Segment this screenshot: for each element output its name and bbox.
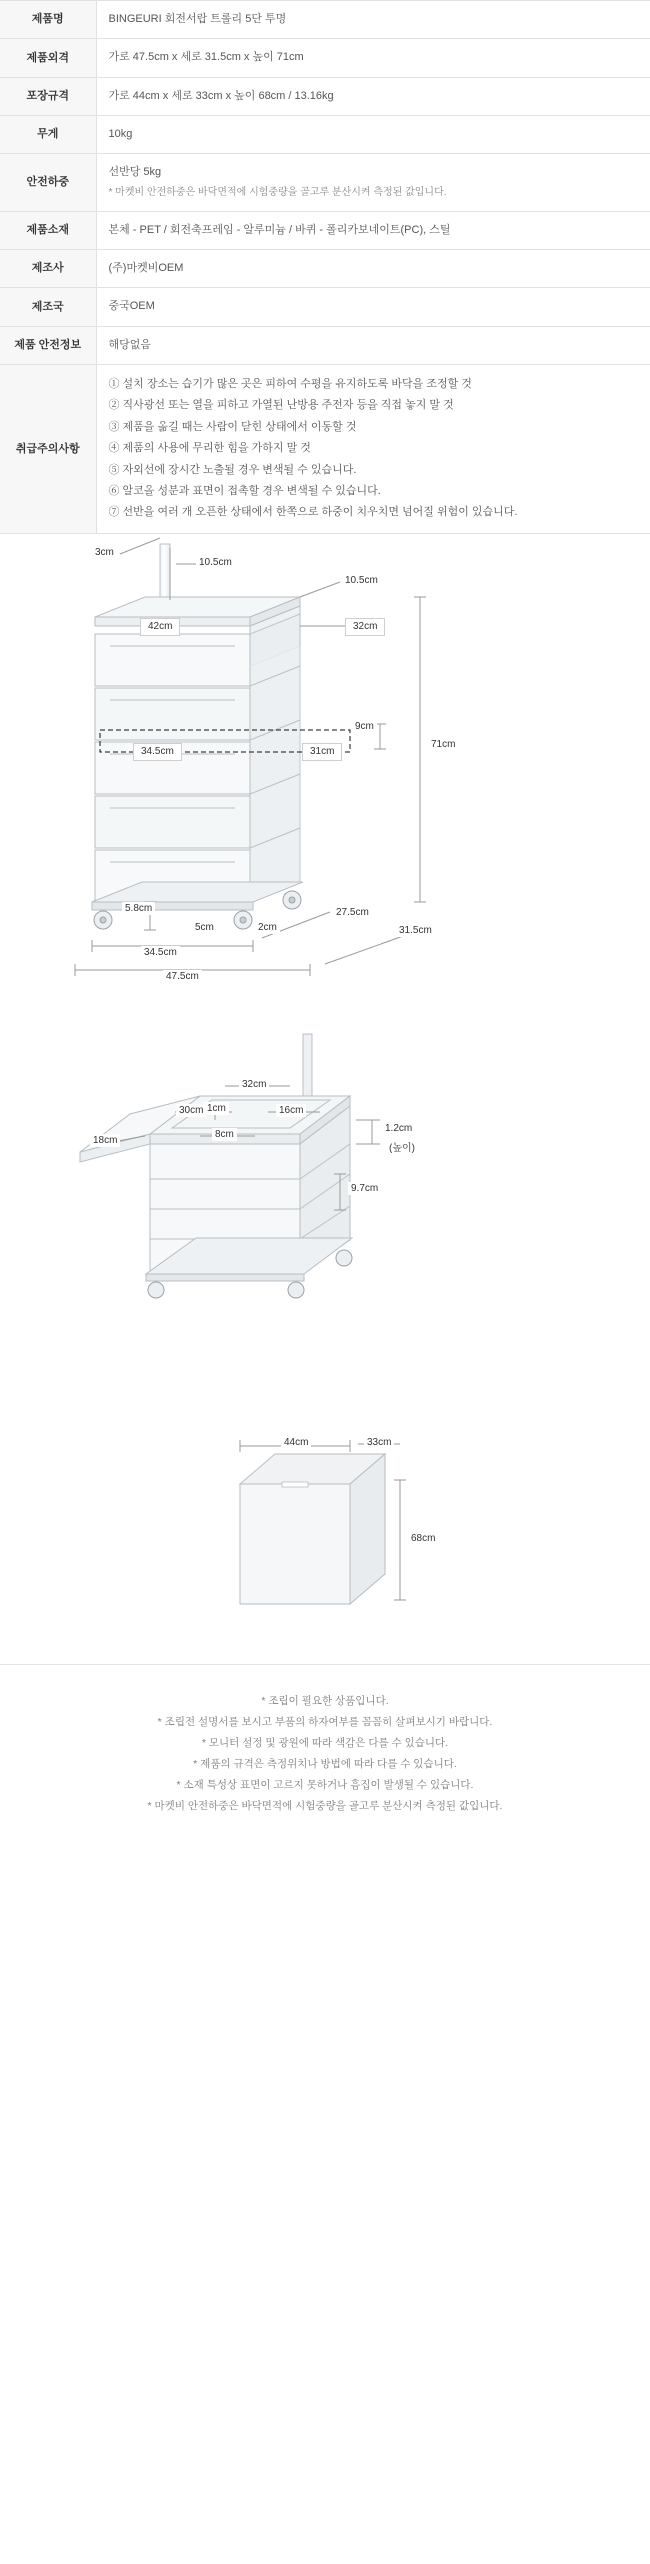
footer-note: * 소재 특성상 표면이 고르지 못하거나 흠집이 발생될 수 있습니다. [176, 1778, 474, 1791]
dim-outer-width: 47.5cm [163, 970, 202, 983]
spec-value: BINGEURI 회전서랍 트롤리 5단 투명 [108, 13, 287, 25]
dim-inner-right: 16cm [276, 1104, 306, 1117]
spec-value: 해당없음 [108, 338, 152, 351]
spec-label: 포장규격 [0, 77, 96, 115]
dim-drawer-depth: 31cm [302, 743, 342, 761]
dim-edge-height-note: (높이) [386, 1138, 418, 1155]
package-box-illustration [0, 1424, 650, 1664]
spec-label-caution: 취급주의사항 [0, 364, 96, 533]
package-box-diagram [0, 1424, 650, 1664]
section-spacer [0, 994, 650, 1024]
spec-label: 제품명 [0, 1, 96, 39]
dim-base-side: 27.5cm [333, 906, 372, 919]
dim-pole-width: 3cm [92, 546, 117, 559]
footer-note: * 제품의 규격은 측정위치나 방법에 따라 다를 수 있습니다. [193, 1757, 457, 1770]
footer-notes [0, 1664, 650, 1857]
caution-item: ① 설치 장소는 습기가 많은 곳은 피하여 수평을 유지하도록 바닥을 조정할 것 [108, 377, 472, 390]
dim-top-plate-width: 32cm [239, 1078, 269, 1091]
table-row [0, 115, 650, 153]
caution-item: ④ 제품의 사용에 무리한 힘을 가하지 말 것 [108, 442, 311, 455]
dim-inner-width: 30cm [176, 1104, 206, 1117]
dim-drawer-front-width: 34.5cm [133, 743, 182, 761]
dim-drawer-height: 9cm [352, 720, 377, 733]
dim-left-wing: 18cm [90, 1134, 120, 1147]
product-dimension-diagram-front [0, 534, 650, 994]
spec-value: 본체 - PET / 회전축프레임 - 알루미늄 / 바퀴 - 폴리카보네이트(PC), 스틸 [108, 223, 451, 236]
spec-value: 중국OEM [108, 300, 155, 313]
dim-base-right: 2cm [255, 921, 280, 934]
dim-top-depth: 10.5cm [342, 574, 381, 587]
caution-item: ③ 제품을 옮길 때는 사람이 닫힌 상태에서 이동할 것 [108, 420, 357, 433]
dim-outer-depth: 31.5cm [396, 924, 435, 937]
table-row [0, 288, 650, 326]
product-spec-table [0, 0, 650, 534]
spec-label: 제품 안전정보 [0, 326, 96, 364]
footer-note: * 조립전 설명서를 보시고 부품의 하자여부를 꼼꼼히 살펴보시기 바랍니다. [157, 1715, 493, 1728]
dim-top-width: 42cm [140, 618, 180, 636]
product-dimension-diagram-top [0, 1024, 650, 1424]
spec-value: 가로 47.5cm x 세로 31.5cm x 높이 71cm [108, 51, 304, 64]
dim-box-depth: 33cm [364, 1436, 394, 1449]
spec-label: 제조사 [0, 250, 96, 288]
dim-total-height: 71cm [428, 738, 458, 751]
trolley-top-detail-illustration [0, 1024, 650, 1424]
spec-label: 제품소재 [0, 211, 96, 249]
spec-label: 제품외격 [0, 39, 96, 77]
table-row [0, 250, 650, 288]
dim-top-right: 32cm [345, 618, 385, 636]
dim-edge-height: 1.2cm [382, 1122, 415, 1135]
caution-item: ⑦ 선반을 여러 개 오픈한 상태에서 한쪽으로 하중이 치우치면 넘어질 위험이 있습니다. [108, 506, 518, 519]
safety-load-note: * 마켓비 안전하중은 바닥면적에 시험중량을 골고루 분산시켜 측정된 값입니다. [108, 187, 447, 199]
safety-load-value: 선반당 5kg [108, 166, 162, 178]
spec-label: 제조국 [0, 288, 96, 326]
table-row-caution [0, 364, 650, 533]
table-row [0, 77, 650, 115]
table-row [0, 211, 650, 249]
table-row [0, 154, 650, 212]
dim-caster-height: 5.8cm [122, 902, 155, 915]
dim-base-front: 34.5cm [141, 946, 180, 959]
spec-label: 무게 [0, 115, 96, 153]
dim-shelf-gap: 9.7cm [348, 1182, 381, 1195]
spec-label: 안전하중 [0, 154, 96, 212]
dim-inner-depth: 8cm [212, 1128, 237, 1141]
spec-value: 가로 44cm x 세로 33cm x 높이 68cm / 13.16kg [108, 89, 334, 102]
footer-note: * 조립이 필요한 상품입니다. [261, 1694, 389, 1707]
table-row [0, 326, 650, 364]
footer-note: * 마켓비 안전하중은 바닥면적에 시험중량을 골고루 분산시켜 측정된 값입니다. [147, 1799, 503, 1812]
trolley-front-illustration [0, 534, 650, 994]
caution-item: ⑤ 자외선에 장시간 노출될 경우 변색될 수 있습니다. [108, 463, 357, 476]
dim-pole-height: 10.5cm [196, 556, 235, 569]
table-row [0, 39, 650, 77]
dim-base-left: 5cm [192, 921, 217, 934]
dim-box-width: 44cm [281, 1436, 311, 1449]
caution-list [96, 364, 650, 533]
spec-value: 10kg [108, 127, 133, 140]
spec-value [96, 154, 650, 212]
dim-box-height: 68cm [408, 1532, 438, 1545]
footer-note: * 모니터 설정 및 광원에 따라 색감은 다를 수 있습니다. [201, 1736, 449, 1749]
spec-table-section [0, 0, 650, 534]
dim-lip: 1cm [204, 1102, 229, 1115]
caution-item: ② 직사광선 또는 열을 피하고 가열된 난방용 주전자 등을 직접 놓지 말 것 [108, 399, 454, 412]
spec-value: (주)마켓비OEM [108, 262, 184, 274]
caution-item: ⑥ 알코올 성분과 표면이 접촉할 경우 변색될 수 있습니다. [108, 484, 381, 497]
table-row [0, 1, 650, 39]
